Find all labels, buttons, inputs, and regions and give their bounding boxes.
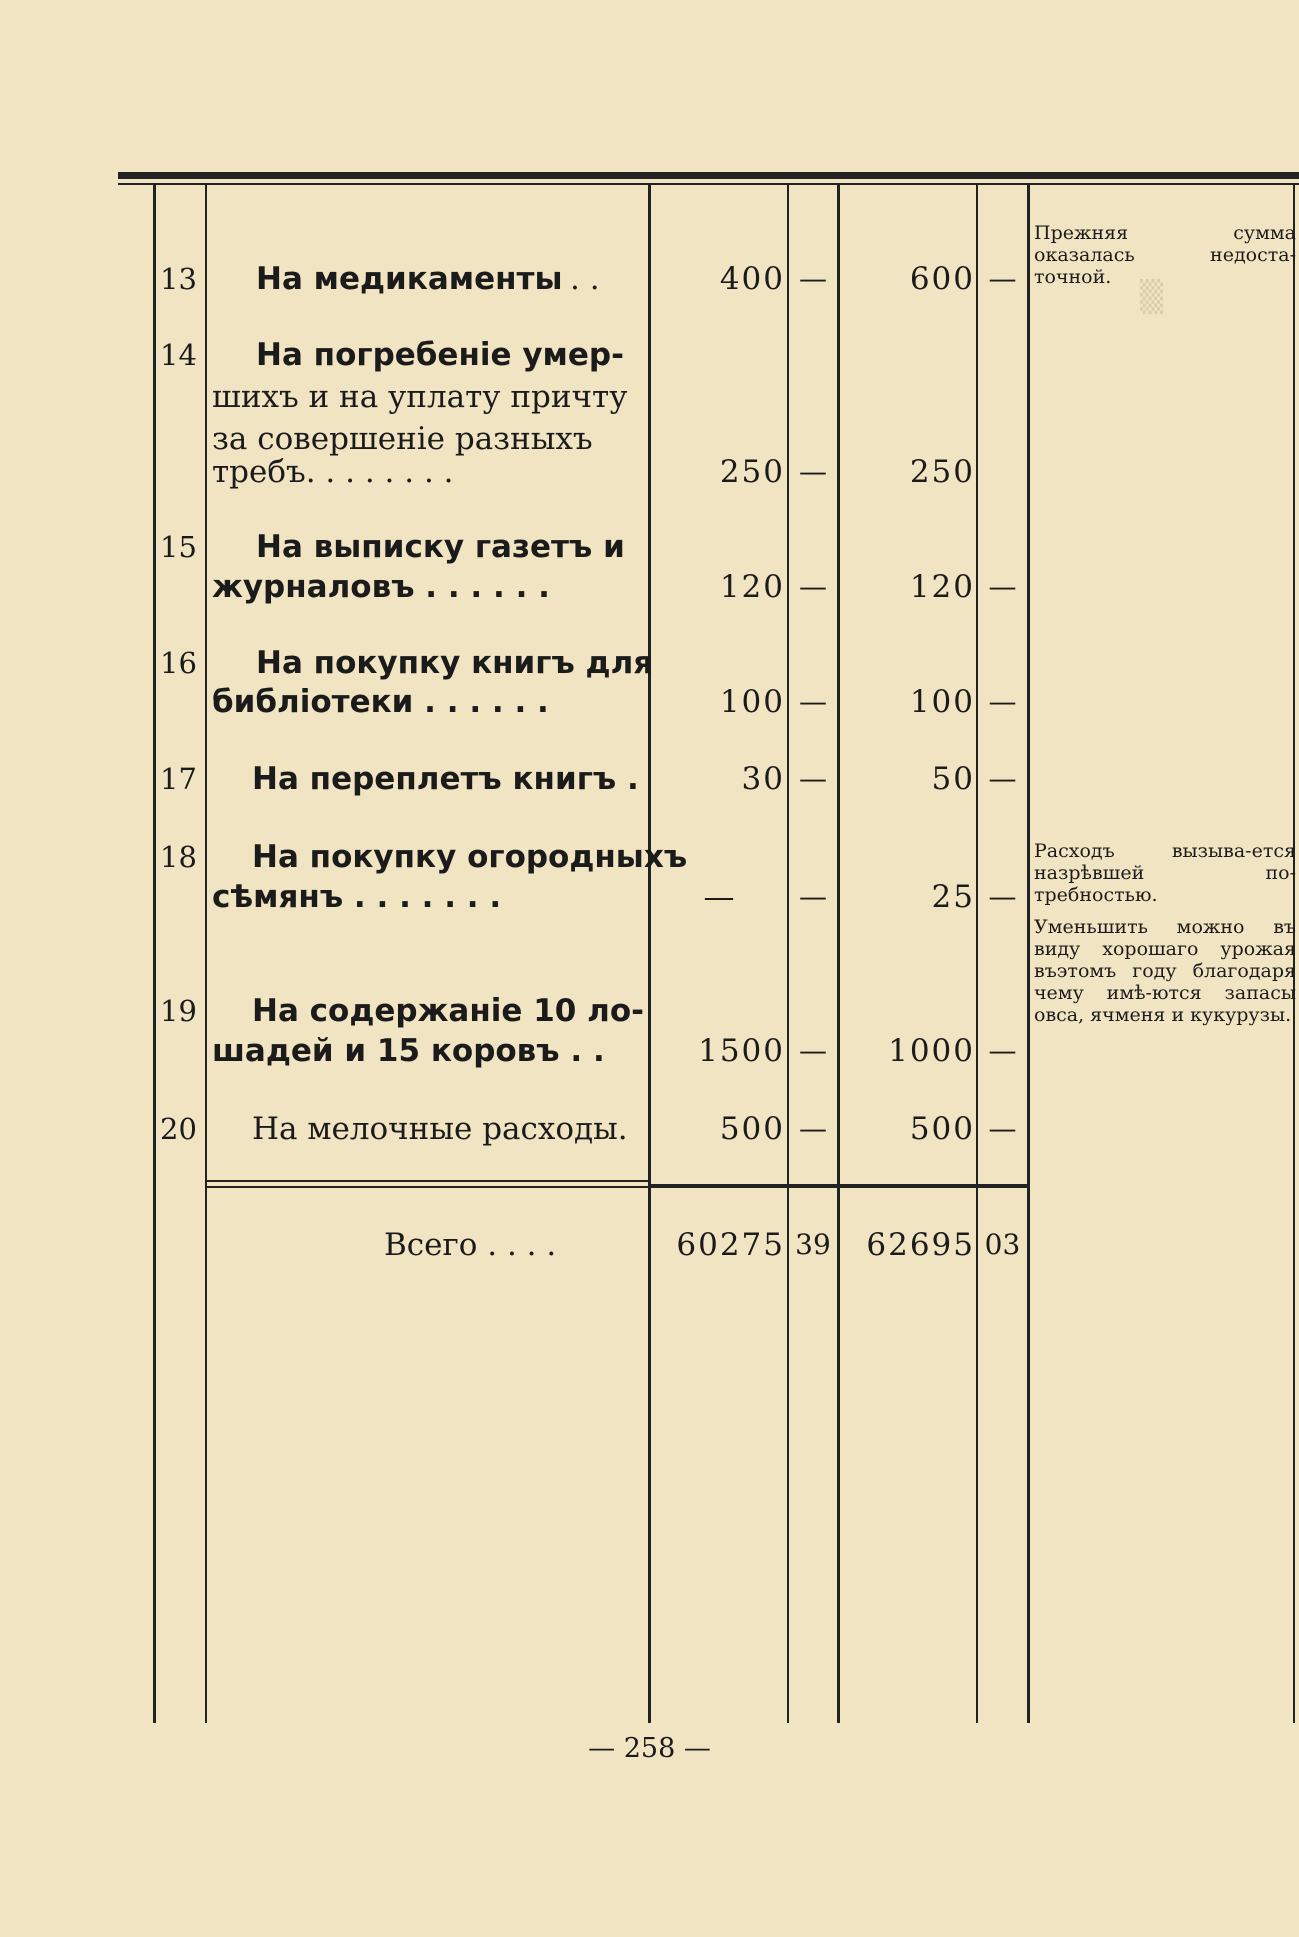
amount-2: 1000 (888, 1033, 975, 1069)
amount-1: 100 (719, 684, 785, 720)
col-line (837, 183, 840, 1723)
amount-1: 250 (719, 454, 785, 490)
row-label: шадей и 15 коровъ . . (212, 1033, 605, 1069)
amount-1: — (703, 879, 737, 915)
col-line (787, 183, 789, 1723)
amount-2: 250 (909, 454, 975, 490)
row-number: 14 (160, 338, 197, 372)
row-label: На выписку газетъ и (256, 529, 625, 565)
total-amount-2: 62695 (866, 1227, 975, 1263)
row-label: библіотеки . . . . . . (212, 684, 549, 720)
row-label: шихъ и на уплату причту (212, 379, 628, 415)
amount-2: 50 (931, 761, 975, 797)
row-number: 15 (160, 530, 197, 564)
remark-need: Расходъ вызыва-ется назрѣвшей по-требностью. (1034, 840, 1296, 906)
row-number: 13 (160, 262, 197, 296)
total-label: Всего . . . . (384, 1227, 557, 1263)
kopecks-1: — (799, 880, 827, 913)
kopecks-1: — (799, 685, 827, 718)
row-number: 18 (160, 840, 197, 874)
col-line (1027, 183, 1030, 1723)
top-rule-thin (118, 183, 1299, 185)
total-kopecks-2: 03 (984, 1228, 1021, 1261)
kopecks-2: — (988, 262, 1017, 295)
kopecks-1: — (799, 570, 827, 603)
kopecks-2: — (988, 880, 1017, 913)
row-label: На содержаніе 10 ло- (252, 993, 645, 1029)
total-kopecks-1: 39 (795, 1228, 831, 1261)
col-line (976, 183, 978, 1723)
amount-2: 120 (909, 569, 975, 605)
row-label: журналовъ . . . . . . (212, 569, 550, 605)
amount-2: 25 (931, 879, 975, 915)
amount-1: 500 (719, 1111, 785, 1147)
remark-reduce: Уменьшить можно въ виду хорошаго урожая въэтомъ году благодаря чему имѣ-ются запасы овса, ячменя и кукурузы. (1034, 916, 1296, 1026)
total-amount-1: 60275 (676, 1227, 785, 1263)
row-number: 19 (160, 994, 197, 1028)
kopecks-1: — (799, 1112, 827, 1145)
total-rule (207, 1180, 648, 1182)
row-number: 17 (160, 762, 197, 796)
row-label: На покупку книгъ для (256, 645, 654, 681)
amount-1: 120 (719, 569, 785, 605)
kopecks-2: — (988, 762, 1017, 795)
total-rule (207, 1186, 648, 1188)
row-label-dots: . . (570, 261, 600, 297)
col-line (205, 183, 207, 1723)
amount-1: 1500 (698, 1033, 785, 1069)
col-line (153, 183, 156, 1723)
row-number: 16 (160, 646, 197, 680)
amount-2: 500 (909, 1111, 975, 1147)
row-label: за совершеніе разныхъ (212, 421, 593, 457)
total-rule (840, 1184, 1027, 1188)
row-label: На мелочные расходы. (252, 1111, 628, 1147)
kopecks-1: — (799, 1034, 827, 1067)
kopecks-1: — (799, 262, 827, 295)
row-label: сѣмянъ . . . . . . . (212, 879, 502, 915)
row-label: требъ. . . . . . . . (212, 454, 454, 490)
kopecks-1: — (799, 455, 827, 488)
page-number: — 258 — (588, 1733, 711, 1764)
top-rule (118, 172, 1299, 179)
row-number: 20 (160, 1112, 197, 1146)
row-label: На покупку огородныхъ (252, 839, 688, 875)
row-label: На медикаменты (256, 261, 563, 297)
kopecks-2: — (988, 685, 1017, 718)
col-line (648, 183, 651, 1723)
amount-2: 100 (909, 684, 975, 720)
amount-2: 600 (909, 261, 975, 297)
kopecks-2: — (988, 1034, 1017, 1067)
kopecks-2: — (988, 1112, 1017, 1145)
amount-1: 30 (741, 761, 785, 797)
kopecks-2: — (988, 570, 1017, 603)
row-label: На переплетъ книгъ . (252, 761, 639, 797)
remark-insufficient-sum: Прежняя сумма оказалась недоста-точной. (1034, 222, 1296, 288)
bleed-through: ▒ (1140, 280, 1164, 315)
kopecks-1: — (799, 762, 827, 795)
row-label: На погребеніе умер- (256, 337, 624, 373)
amount-1: 400 (719, 261, 785, 297)
